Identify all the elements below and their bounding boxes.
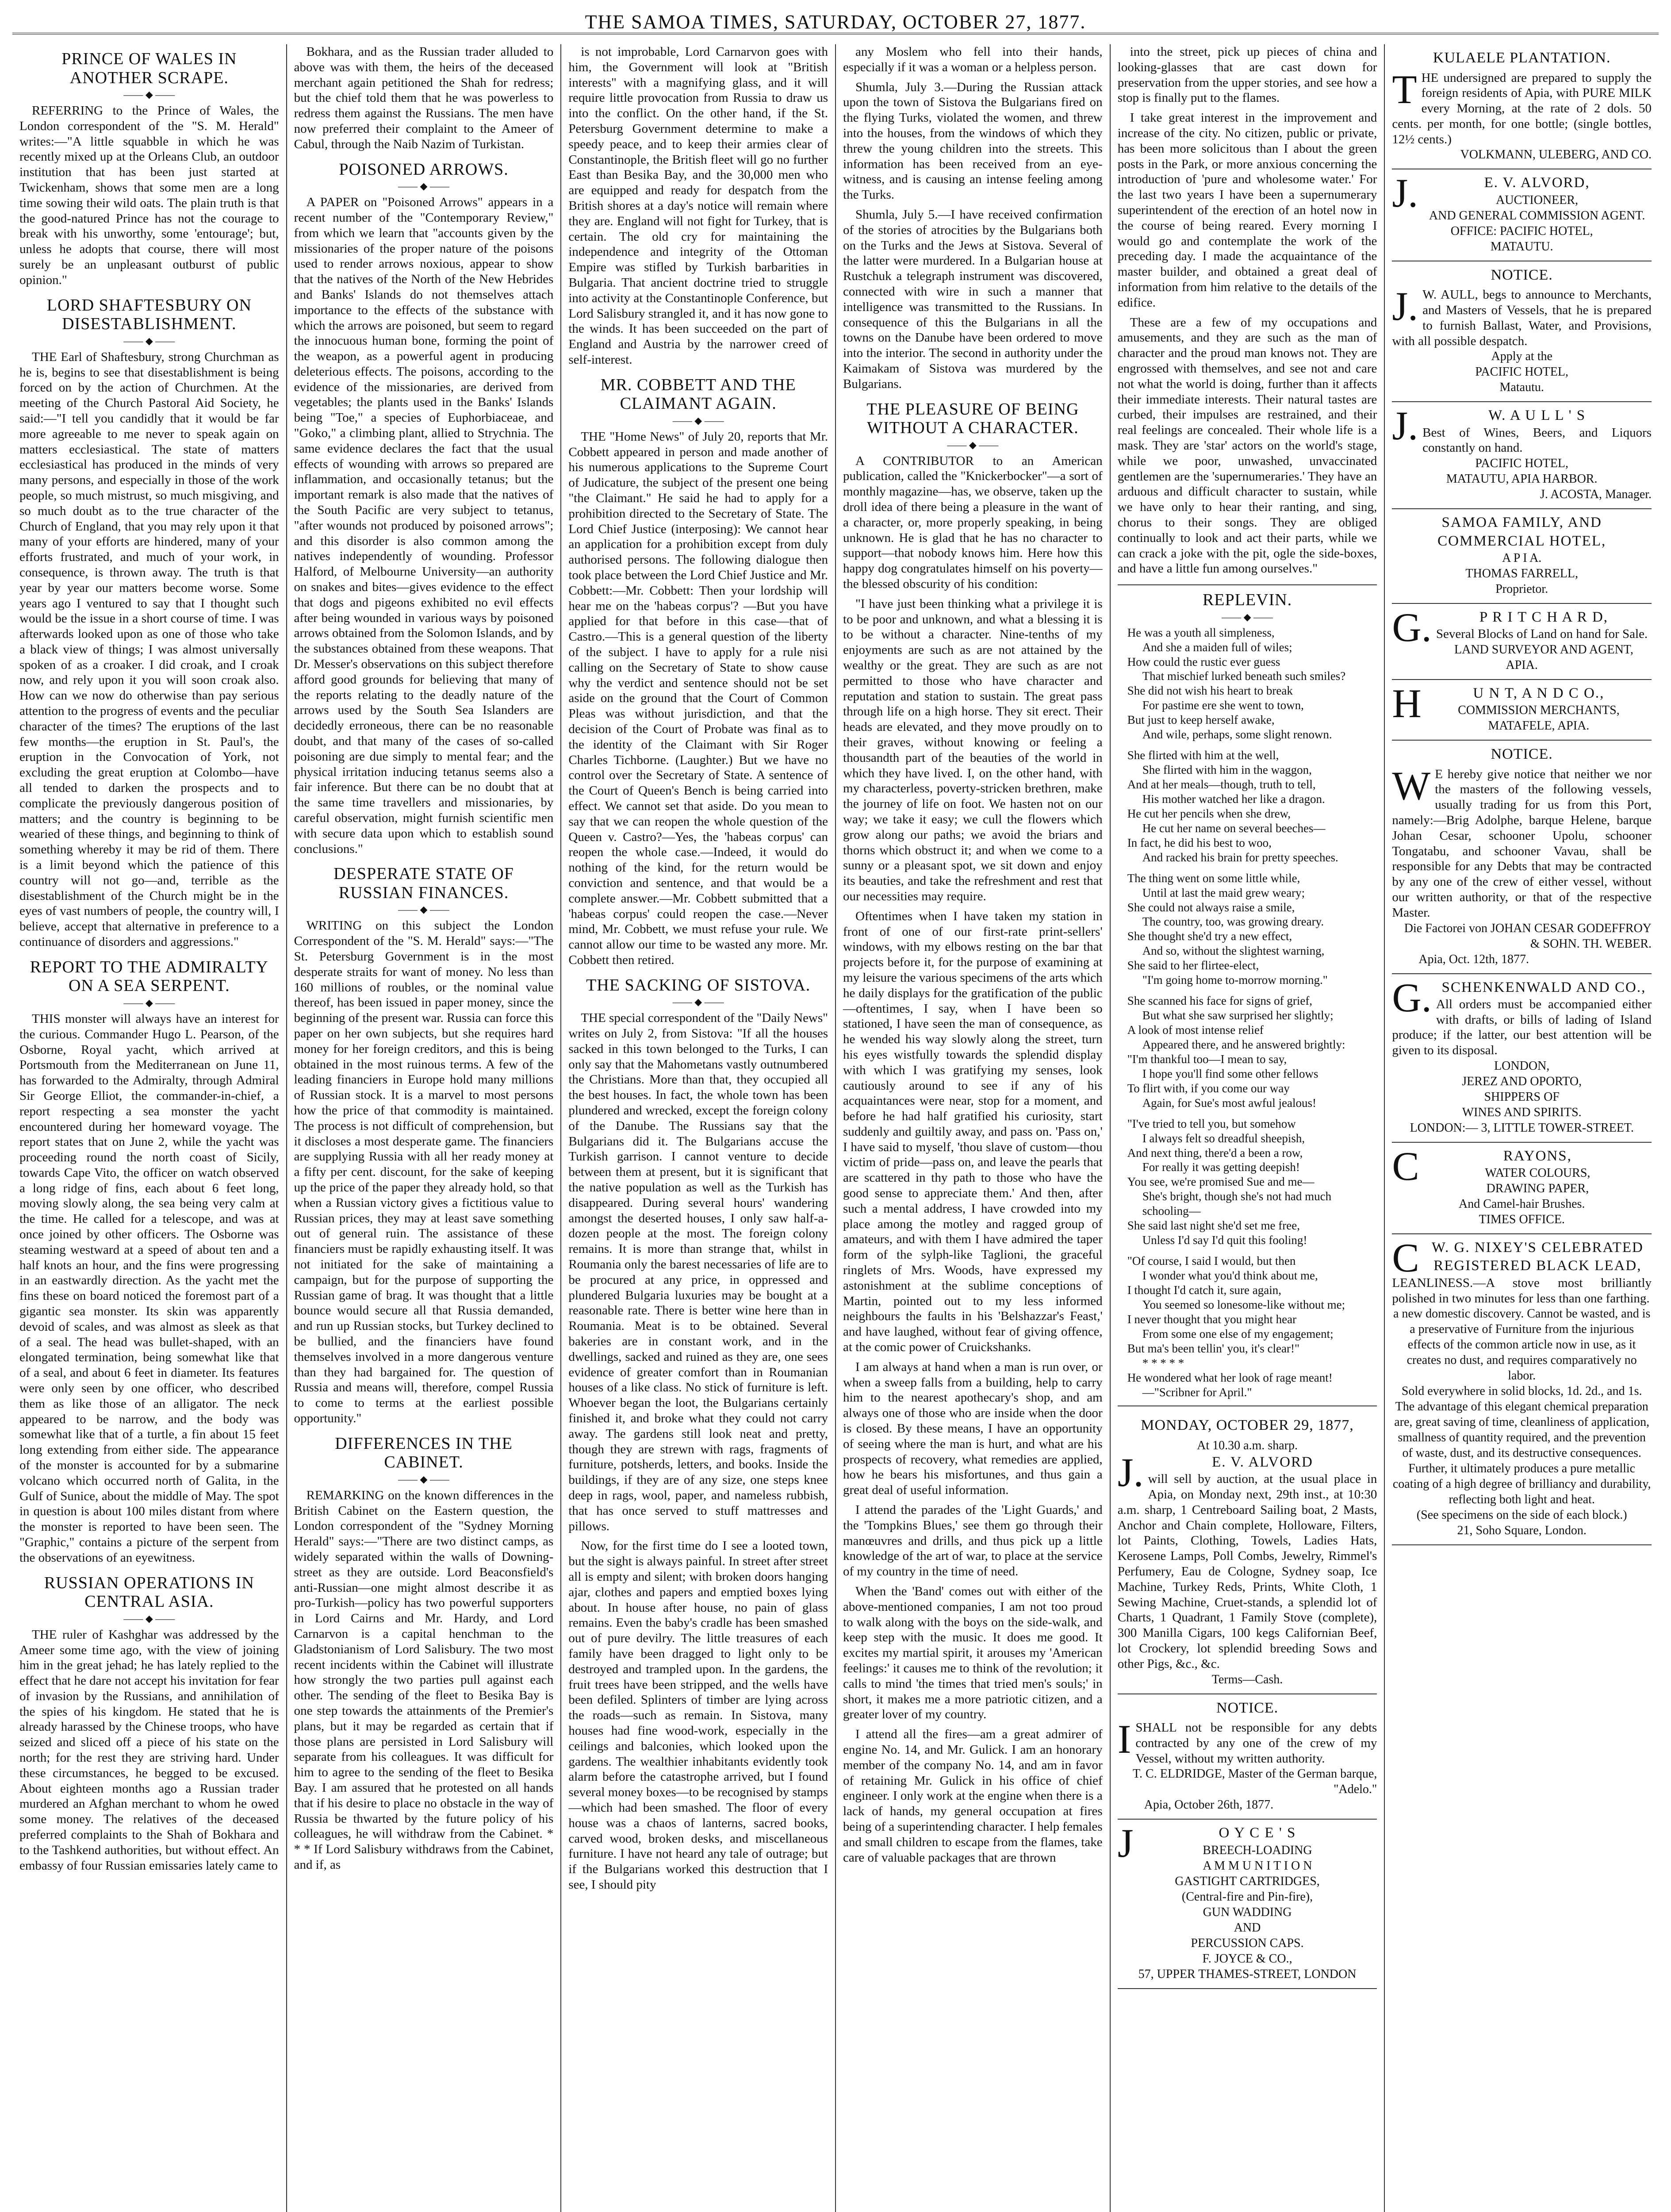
advertisement [1392, 974, 1652, 1143]
ad-line: AND GENERAL COMMISSION AGENT. [1429, 208, 1645, 223]
article [568, 976, 828, 1893]
article-paragraph: into the street, pick up pieces of china and looking-glasses that are cast down for preservation from the upper stories, and see how a stop is finally put to the flames. [1117, 45, 1377, 105]
article [19, 296, 279, 950]
article [1118, 44, 1377, 576]
article-body [294, 195, 554, 856]
ad-dropcap: G. [1392, 604, 1432, 650]
article-body [1118, 44, 1377, 576]
ad-dropcap: G. [1392, 975, 1432, 1020]
ad-content [1117, 1449, 1377, 1687]
poem-line: Until at last the maid grew weary; [1142, 886, 1305, 899]
article-paragraph: When the 'Band' comes out with either of the above-mentioned companies, I am not too proud to walk along with the boys on the side-walk, and keep step with the music. It does me good. It excites my martial spirit, it arouses my 'American feelings:' it causes me to think of the revolution; it calls to mind 'the times that tried men's souls;' in short, it makes me a more patriotic citizen, and a greater lover of my country. [843, 1584, 1103, 1722]
article-headline: LORD SHAFTESBURY ON DISESTABLISHMENT. [46, 296, 252, 334]
ad-content [1392, 604, 1652, 673]
poem-line: His mother watched her like a dragon. [1142, 792, 1325, 806]
poem-line: —"Scribner for April." [1142, 1385, 1252, 1399]
poem-stanza [1127, 1117, 1373, 1248]
advertisement [1392, 261, 1652, 403]
article-body [843, 453, 1103, 1866]
poem-line: A look of most intense relief [1127, 1023, 1264, 1037]
ad-dropcap: J. [1392, 284, 1418, 329]
article-body [294, 44, 554, 152]
ad-line: LONDON, [1494, 1059, 1550, 1073]
ad-heading: W. A U L L ' S [1488, 407, 1586, 424]
article-paragraph: THE "Home News" of July 20, reports that Mr. Cobbett appeared in person and made another of his numerous applications to the Supreme Court of Judicature, the subject of the present one being "the Claimant." He said he had to apply for a prohibition directed to the Secretary of State. The Lord Chief Justice (interposing): We cannot hear an application for a prohibition except from duly authorised persons. The following dialogue then took place between the Lord Chief Justice and Mr. Cobbett:—Mr. Cobbett: Then your lordship will hear me on the 'habeas corpus'? —But you have applied for that before in this case—that of Castro.—This is a general question of the liberty of the subject. I have to apply for a rule nisi calling on the Secretary of State to show cause why the verdict and sentence should not be set aside on the ground that the Court of Common Pleas was without jurisdiction, and that the decision of the Court of Probate was final as to the identity of the Claimant with Sir Roger Charles Tichborne. (Laughter.) But we have no control over the Secretary of State. A sentence of the Court of Queen's Bench is being carried into effect. We cannot set that aside. Do you mean to say that we can reopen the whole question of the Queen v. Castro?—Yes, the 'habeas corpus' can reopen the whole case.—Indeed, it would do nothing of the kind, for the return would be conviction and sentence, and that would be a complete answer.—Mr. Cobbett submitted that a 'habeas corpus' could reopen the case.—Never mind, Mr. Cobbett, we must refuse your rule. We cannot allow our time to be wasted any more. Mr. Cobbett then retired. [568, 429, 828, 967]
ad-line: The advantage of this elegant chemical preparation are, great saving of time, cleanliness of application, smallness of quantity required, and the prevention of waste, dust, and its destructive consequences. Further, it ultimately produces a pure metallic coating of a high degree of brilliancy and durability, reflecting both light and heat. [1392, 1400, 1651, 1507]
poem-line: He was a youth all simpleness, [1127, 626, 1275, 639]
article-paragraph: REFERRING to the Prince of Wales, the London correspondent of the "S. M. Herald" writes:—"A little squabble in which he was recently mixed up at the Orleans Club, an outdoor institution that has been just started at Twickenham, shows that some men are a long time sowing their wild oats. The plain truth is that the good-natured Prince has not the courage to break with his unworthy, some 'entourage'; but, unless he adopts that course, there will most surely be an unpleasant outburst of public opinion." [19, 104, 279, 287]
ad-title: NOTICE. [1491, 746, 1553, 763]
poem-line: * * * * * [1142, 1356, 1184, 1370]
poem-line: For really it was getting deepish! [1142, 1160, 1300, 1174]
ad-lines [1392, 1165, 1652, 1227]
poem [1127, 626, 1373, 1400]
poem-line: Unless I'd say I'd quit this fooling! [1142, 1233, 1307, 1247]
ad-line: TIMES OFFICE. [1479, 1213, 1565, 1227]
ad-heading: O Y C E ' S [1219, 1825, 1296, 1841]
column-6 [1385, 44, 1659, 2212]
ad-dropcap: H [1392, 680, 1422, 726]
ad-line: GUN WADDING [1203, 1905, 1292, 1919]
ad-title: NOTICE. [1216, 1699, 1279, 1716]
poem-line: For pastime ere she went to town, [1142, 699, 1304, 712]
ad-line: AND [1234, 1920, 1261, 1935]
advertisement [1392, 741, 1652, 974]
ad-content [1392, 284, 1652, 395]
article-headline: THE SACKING OF SISTOVA. [586, 975, 811, 995]
article-body [294, 1488, 554, 1873]
poem-line: How could the rustic ever guess [1127, 655, 1280, 668]
ad-line: a new domestic discovery. Cannot be wasted, and is a preservative of Furniture from the injurious effects of the common article now in use, as it creates no dust, and requires comparatively no labor. [1393, 1307, 1651, 1383]
ad-text: Several Blocks of Land on hand for Sale. [1436, 627, 1648, 641]
article [294, 1434, 554, 1873]
headline-rule [294, 1475, 554, 1483]
ad-content [1392, 403, 1652, 502]
ad-signature: Die Factorei von JOHAN CESAR GODEFFROY & SOHN. TH. WEBER. [1404, 921, 1652, 951]
article-paragraph: Shumla, July 5.—I have received confirmation of the stories of atrocities by the Bulgarians both on the Turks and the Jews at Sistova. Several of the latter were murdered. In a Bulgarian house at Rustchuk a telegraph instrument was discovered, connected with wire in such a manner that intelligence was transmitted to the Russians. In consequence of this the Bulgarians in all the towns on the Danube have been ordered to move into the interior. The second in authority under the Kaimakam of Sistova was murdered by the Bulgarians. [843, 207, 1103, 391]
ad-line: Proprietor. [1495, 582, 1548, 596]
article-headline: MR. COBBETT AND THE CLAIMANT AGAIN. [600, 375, 796, 413]
ad-lines [1392, 1306, 1652, 1538]
ad-text: Best of Wines, Beers, and Liquors constantly on hand. [1422, 425, 1652, 455]
poem-stanza [1127, 871, 1373, 988]
ad-heading: E. V. ALVORD [1212, 1454, 1313, 1470]
article-paragraph: "I have just been thinking what a privilege it is to be poor and unknown, and what a blessing it is to be without a character. Nine-tenths of my enjoyments are such as are not attained by the wealthy or the great. They are such as are not permitted to those who have character and reputation and station to sustain. The great pass through life on a high horse. They sit erect. Their heads are elevated, and they move proudly on to their graves, without knowing or feeling a thousandth part of the beauties of the world in which they have lived. I, on the other hand, with my characterless, poverty-stricken brethren, make the journey of life on foot. We hasten not on our way; we take it easy; we cull the flowers which grow along our paths; we avoid the briars and thorns which obstruct it; and when we come to a sunny or a pleasant spot, we sit down and enjoy its beauties, and take the refreshment and rest that our necessities may require. [843, 596, 1103, 903]
ad-content [1392, 680, 1652, 733]
poem-line: You see, we're promised Sue and me— [1127, 1175, 1315, 1189]
article-paragraph: THE ruler of Kashghar was addressed by the Ameer some time ago, with the view of joining him in the great jehad; he has lately replied to the effect that he dare not accept his invitation for fear of invasion by the Russians, and annihilation of the spies of his kingdom. He stated that he is already harassed by the Chinese troops, who have seized and sliced off a piece of his state on the north; for the rest they are striving hard. Under these circumstances, he begged to be excused. About eighteen months ago a Russian trader murdered an Afghan merchant to whom he owed some money. The relatives of the deceased preferred complaints to the Shah of Bokhara and to the Tashkend authorities, but without effect. An embassy of four Russian emissaries lately came to [19, 1627, 279, 1873]
article [19, 50, 279, 288]
article-body [19, 103, 279, 288]
poem-line: I always felt so dreadful sheepish, [1142, 1131, 1305, 1145]
ad-line: SHIPPERS OF [1484, 1090, 1560, 1104]
ad-content [1392, 66, 1652, 163]
article-paragraph: THE Earl of Shaftesbury, strong Churchman as he is, begins to see that disestablishment is being forced on by the action of Churchmen. At the meeting of the Church Pastoral Aid Society, he said:—"I tell you candidly that it would be far more agreeable to me never to speak again on matters ecclesiastical. The state of matters ecclesiastical has produced in the minds of very many persons, and especially in those of the work people, so much mistrust, so much misgiving, and so much doubt as to the true character of the Church of England, that you may rely upon it that many of your efforts are hindered, many of your efforts frustrated, and much of your work, in consequence, is thrown away. The truth is that year by year our matters become worse. Some years ago I ventured to say that I thought such would be the issue in a short course of time. I was afterwards looked upon as one of those who take a black view of things; I was almost universally spoken of as a croaker. I did croak, and I croak now, and rely upon it you will soon croak also. How can we now do otherwise than pay serious attention to the progress of events and the peculiar character of the times? The eruptions of the last few months—the eruption in St. Paul's, the eruption in the Convocation of York, not excluding the great eruption at Colombo—have all tended to darken the prospects and to complicate the previously dangerous position of matters; and the country is beginning to be wearied of these things, and beginning to think of something whereby it may be rid of them. There is a limit beyond which the patience of this country will not go—and, terrible as the disestablishment of the Church might be in the eyes of vast numbers of people, the country will, I believe, accept that alternative in preference to a continuance of disorders and aggressions." [19, 349, 279, 949]
article-paragraph: is not improbable, Lord Carnarvon goes with him, the Government will look at "British interests" with a magnifying glass, and it will require little provocation from Russia to draw us into the conflict. On the other hand, if the St. Petersburg Government determine to make a speedy peace, and to keep their armies clear of Constantinople, the British fleet will go no further East than Besika Bay, and the 30,000 men who are equipped and ready for despatch from the British shores at a day's notice will remain where they are. England will not fight for Turkey, that is certain. The old cry for maintaining the independence and integrity of the Ottoman Empire was stifled by Turkish barbarities in Bulgaria. That ancient doctrine tried to struggle into activity at the Constantinople Conference, but Lord Salisbury strangled it, and it has now gone to the winds. It has been succeeded on the part of England and Austria by the narrower creed of self-interest. [568, 45, 828, 367]
ad-line: AUCTIONEER, [1496, 193, 1579, 207]
ad-line: DRAWING PAPER, [1486, 1182, 1589, 1196]
ad-line: GASTIGHT CARTRIDGES, [1175, 1874, 1320, 1888]
poem-line: In fact, he did his best to woo, [1127, 836, 1272, 849]
poem-line: You seemed so lonesome-like without me; [1142, 1298, 1345, 1311]
column-5 [1111, 44, 1385, 2212]
headline-rule [568, 417, 828, 425]
ad-line: BREECH-LOADING [1203, 1843, 1312, 1857]
poem-line: She flirted with him at the well, [1127, 749, 1279, 762]
ad-heading: U N T, A N D C O., [1473, 685, 1605, 701]
article-paragraph: These are a few of my occupations and amusements, and they are such as the man of character and the proud man knows not. They are engrossed with themselves, and see not and care not what the world is doing, further than it affects their immediate interests. Their natural tastes are curbed, their impulses are restrained, and their real feelings are concealed. Their whole life is a mask. They are 'star' actors on the world's stage, while we poor, unwashed, unvaccinated gentlemen are the 'supernumeraries.' They have an arduous and difficult character to sustain, while we have only to hear their ranting, and sing, chorus to their songs. They are obliged continually to look and act their parts, while we can crack a joke with the pit, ogle the side-boxes, and have a little fun among ourselves." [1117, 315, 1377, 576]
ad-signature: J. ACOSTA, Manager. [1540, 488, 1652, 502]
ad-lines [1392, 456, 1652, 487]
advertisement [1118, 1694, 1377, 1820]
ad-dropcap: J. [1392, 403, 1418, 449]
ad-text: All orders must be accompanied either with drafts, or bills of lading of Island produce; if the latter, our best attention will be given to its disposal. [1392, 997, 1652, 1058]
ad-signature: T. C. ELDRIDGE, Master of the German barque, "Adelo." [1133, 1767, 1377, 1797]
advertisement [1392, 509, 1652, 604]
article-headline: RUSSIAN OPERATIONS IN CENTRAL ASIA. [44, 1573, 254, 1611]
poem-stanza [1127, 994, 1373, 1110]
ad-heading: SCHENKENWALD AND CO., [1441, 979, 1646, 995]
poem-line: "I'm thankful too—I mean to say, [1127, 1052, 1287, 1066]
ad-line: (Central-fire and Pin-fire), [1181, 1889, 1313, 1904]
poem-line: The thing went on some little while, [1127, 871, 1300, 885]
poem-line: She thought she'd try a new effect, [1127, 929, 1292, 943]
ad-date: Apia, Oct. 12th, 1877. [1418, 952, 1529, 966]
separator-rule [1118, 584, 1377, 585]
ad-line: PACIFIC HOTEL, [1475, 457, 1568, 471]
article-body [568, 429, 828, 968]
ad-lines [1392, 192, 1652, 254]
ad-dropcap: J. [1117, 1449, 1144, 1495]
ad-line: WINES AND SPIRITS. [1462, 1105, 1582, 1119]
advertisement [1118, 1412, 1377, 1694]
column-4 [836, 44, 1111, 2212]
article-paragraph: REMARKING on the known differences in the British Cabinet on the Eastern question, the London correspondent of the "Sydney Morning Herald" says:—"There are two distinct camps, as widely separated within the walls of Downing-street as they are outside. Lord Beaconsfield's anti-Russian—one might almost describe it as pro-Turkish—policy has two powerful supporters in Lord Cairns and Mr. Hardy, and Lord Carnarvon is a capital henchman to the Gladstonianism of Lord Salisbury. The two most recent incidents within the Cabinet will illustrate how strongly the two parties pull against each other. The sending of the fleet to Besika Bay is one step towards the attainments of the Premier's plans, but it may be regarded as certain that if those plans are persisted in Lord Salisbury will separate from his colleagues. It was difficult for him to agree to the sending of the fleet to Besika Bay. I am assured that he protested on all hands that if his desire to place no obstacle in the way of Russia be thwarted by the future policy of his colleagues, he will withdraw from the Cabinet. * * * If Lord Salisbury withdraws from the Cabinet, and if, as [294, 1488, 554, 1872]
advertisement [1392, 1143, 1652, 1234]
poem-line: But what she saw surprised her slightly; [1142, 1009, 1334, 1022]
poem-line: I thought I'd catch it, sure again, [1127, 1283, 1281, 1297]
article-body [568, 44, 828, 368]
ad-line: COMMISSION MERCHANTS, [1458, 703, 1620, 718]
article-paragraph: WRITING on this subject the London Correspondent of the "S. M. Herald" says:—"The St. Petersburg Government is in the most desperate straits for want of money. No less than 160 millions of roubles, or the nominal value thereof, has been issued in paper money, since the beginning of the present war. Russia can force this paper on her own subjects, but she requires hard money for her foreign creditors, and this is being obtained in the most ruinous terms. A few of the leading financiers in Europe hold many millions of Russian stock. It is a marvel to most persons how the price of that commodity is maintained. The process is not difficult of comprehension, but it discloses a most desperate game. The financiers are supplying Russia with all her ready money at a fifty per cent. discount, for the sake of keeping up the price of the paper they already hold, so that when a Russian victory gives a fictitious value to Russian prices, they may at least save something out of general ruin. The assistance of these financiers must be rapidly exhausting itself. It was not initiated for the sake of maintaining a campaign, but for the purpose of supporting the Russian game of brag. It was thought that a little bounce would secure all that Russia demanded, and run up Russian stocks, but Turkey declined to be bullied, and the financiers have found themselves involved in a more dangerous venture than they had bargained for. The question of Russia and means will, therefore, compel Russia to come to terms at the earliest possible opportunity." [294, 918, 554, 1425]
poem-line: "I've tried to tell you, but somehow [1127, 1117, 1296, 1130]
ad-content [1117, 1717, 1377, 1813]
ad-footer: Terms—Cash. [1211, 1672, 1283, 1686]
ad-title: NOTICE. [1491, 266, 1553, 283]
ad-text: E hereby give notice that neither we nor the masters of the following vessels, usually trading for us from this Port, namely:—Brig Adolphe, barque Helene, barque Johan Cesar, schooner Upolu, schooner Tongatabu, and schooner Vavau, shall be responsible for any Debts that may be contracted by any one of the crew of either vessel, without our written authority, or that of the respective Master. [1392, 767, 1652, 920]
article [19, 958, 279, 1566]
poem-line: The country, too, was growing dreary. [1142, 915, 1324, 929]
article-paragraph: Oftentimes when I have taken my station in front of one of our first-rate print-sellers' windows, with my elbows resting on the bar that projects before it, for the purpose of examining at my leisure the various specimens of the arts which he daily displays for the gratification of the public—oftentimes, I say, when I have been so stationed, I have seen the man of consequence, as he wended his way slowly along the street, turn his eyes wistfully towards the splendid display with which I was gratifying my senses, look cautiously around to see if any of his acquaintances were near, stop for a moment, and before he had half gratified his curiosity, start suddenly and guiltily away, and pass on. 'Pass on,' I have said to myself, 'thou slave of custom—thou victim of pride—pass on, and leave the pearls that are scattered in thy path to those who have the good sense to appreciate them.' And then, after such a mental address, I have crowded into my place among the motley and ragged group of amateurs, and with them I have admired the taper form of the sylph-like Taglioni, the graceful ringlets of Mrs. Woods, have expressed my astonishment at the sublime conceptions of Martin, pointed out to my less informed neighbours the faults in his 'Belshazzar's Feast,' and have laughed, without fear of giving offence, at the comic power of Cruickshanks. [843, 909, 1103, 1355]
article-paragraph: I attend all the fires—am a great admirer of engine No. 14, and Mr. Gulick. I am an honorary member of the company No. 14, and am in favor of retaining Mr. Gulick in his office of chief engineer. I only work at the engine when there is a lack of hands, my general occupation at fires being of a superintending character. I help females and small children to escape from the flames, take care of valuable packages that are thrown [843, 1727, 1103, 1865]
article-paragraph: I am always at hand when a man is run over, or when a sweep falls from a building, help to carry him to the nearest apothecary's shop, and am always one of those who are inside when the door is closed. By these means, I have an opportunity of seeing where the man is hurt, and what are his prospects of recovery, what remedies are applied, how he bears his misfortunes, and thus gain a great deal of useful information. [843, 1359, 1103, 1498]
poem-line: She said to her flirtee-elect, [1127, 959, 1259, 972]
ad-line: WATER COLOURS, [1485, 1166, 1591, 1180]
ad-dropcap: T [1392, 66, 1417, 112]
poem-line: He wondered what her look of rage meant! [1127, 1371, 1333, 1384]
ad-text: SHALL not be responsible for any debts contracted by any one of the crew of my Vessel, without my written authority. [1135, 1720, 1377, 1766]
poem-line: I hope you'll find some other fellows [1142, 1067, 1318, 1080]
ad-dropcap: W [1392, 763, 1431, 808]
headline-rule [19, 1615, 279, 1623]
headline-rule [19, 999, 279, 1007]
article-paragraph: THE special correspondent of the "Daily News" writes on July 2, from Sistova: "If all the houses sacked in this town belonged to the Turks, I can only say that the Mahometans vastly outnumbered the Christians. More than that, they occupied all the best houses. In fact, the whole town has been plundered and wrecked, except the foreign colony of the Danube. The Russians say that the Bulgarians did it. The Bulgarians accuse the Turkish garrison. I cannot venture to decide between them at present, but it is significant that the native population as well as the Turkish has disappeared. During several hours' wandering amongst the deserted houses, I only saw half-a-dozen people at the most. The foreign colony remains. It is more than strange that, whilst in Roumania only the barest necessaries of life are to be procured at any price, in oppressed and plundered Bulgaria luxuries may be bought at a reasonable rate. There is better wine here than in Roumania. Meat is to be obtained. Several bakeries are in constant work, and in the dwellings, sacked and ruined as they are, one sees evidence of greater comfort than in Roumanian houses of a like class. No stick of furniture is left. Whoever began the loot, the Bulgarians certainly finished it, and broke what they could not carry away. The gardens still look neat and pretty, though they are strewn with rags, fragments of furniture, potsherds, letters, and books. Inside the buildings, if they are of any size, one steps knee deep in rags, wool, paper, and nameless rubbish, that has once served to stuff mattresses and pillows. [568, 1011, 828, 1533]
article [294, 864, 554, 1426]
article-headline: THE PLEASURE OF BEING WITHOUT A CHARACTER. [866, 399, 1079, 438]
poem-line: And wile, perhaps, some slight renown. [1142, 728, 1332, 741]
article [843, 44, 1103, 392]
advertisement [1118, 1820, 1377, 1989]
poem-line: From some one else of my engagement; [1142, 1327, 1334, 1340]
poem-line: She did not wish his heart to break [1127, 684, 1293, 698]
ad-dropcap: I [1117, 1717, 1131, 1762]
ad-line: F. JOYCE & CO., [1202, 1951, 1292, 1966]
headline-rule [294, 182, 554, 190]
ad-signature: VOLKMANN, ULEBERG, AND CO. [1460, 148, 1652, 162]
ad-line: OFFICE: PACIFIC HOTEL, [1450, 224, 1593, 238]
masthead: THE SAMOA TIMES, SATURDAY, OCTOBER 27, 1877. [12, 7, 1659, 35]
ad-line: MATAUTU, APIA HARBOR. [1446, 472, 1598, 486]
ad-text: HE undersigned are prepared to supply the foreign residents of Apia, with PURE MILK every Morning, at the rate of 2 dols. 50 cents. per month, for one bottle; (single bottles, 12½ cents.) [1392, 70, 1652, 146]
ad-line: THOMAS FARRELL, [1465, 566, 1578, 580]
ad-line: PERCUSSION CAPS. [1191, 1936, 1304, 1950]
article-body [19, 349, 279, 950]
poem-line: "Of course, I said I would, but then [1127, 1254, 1296, 1268]
poem-line: And so, without the slightest warning, [1142, 944, 1325, 958]
ad-line: (See specimens on the side of each block.) [1416, 1508, 1627, 1522]
article-paragraph: any Moslem who fell into their hands, especially if it was a woman or a helpless person. [843, 45, 1103, 74]
ad-subtitle: At 10.30 a.m. sharp. [1197, 1438, 1298, 1452]
poem-line: She could not always raise a smile, [1127, 900, 1295, 914]
poem-title: REPLEVIN. [1202, 591, 1292, 610]
article-paragraph: Shumla, July 3.—During the Russian attack upon the town of Sistova the Bulgarians fired on the flying Turks, violated the women, and threw into the houses, from the windows of which they threw the young children into the streets. This information has been received from an eye-witness, and is causing an intense feeling among the Turks. [843, 80, 1103, 202]
article-paragraph: THIS monster will always have an interest for the curious. Commander Hugo L. Pearson, of the Osborne, Royal yacht, which arrived at Portsmouth from the Mediterranean on June 11, has forwarded to the Admiralty, through Admiral Sir George Elliot, the commander-in-chief, a report respecting a sea monster the yacht encountered during her homeward voyage. The report states that on June 2, while the yacht was proceeding round the north coast of Sicily, towards Cape Vito, the officer on watch observed a long ridge of fins, each about 6 feet long, moving slowly along, the sea being very calm at the time. He called for a telescope, and was at once joined by other officers. The Osborne was steaming westward at a speed of about ten and a half knots an hour, and the fins were progressing in an eastwardly direction. As the yacht met the fins these on board noticed the foremost part of a gigantic sea monster. Its skin was apparently devoid of scales, and was almost as sleek as that of a seal. The head was bullet-shaped, with an elongated termination, being somewhat like that of a seal, and about 6 feet in diameter. Its features were only seen by one officer, who described them as like those of an alligator. The neck appeared to be narrow, and the body was somewhat like that of a turtle, a fin about 15 feet long extending from either side. The appearance of the monster is accounted for by a submarine volcano which occurred north of Galita, in the Gulf of Sunice, about the middle of May. The spot in question is about 100 miles distant from where the monster is reported to have been seen. The "Graphic," contains a picture of the serpent from the observations of an eyewitness. [19, 1011, 279, 1565]
article-body [19, 1627, 279, 1874]
columns-container [12, 44, 1659, 2212]
ad-line: Matautu. [1499, 380, 1544, 395]
poem-line: He cut her pencils when she drew, [1127, 806, 1291, 820]
article-paragraph: Bokhara, and as the Russian trader alluded to above was with them, the heirs of the deceased merchant again petitioned the Shah for redress; but the chief told them that he was powerless to redress them against the Russians. The men have now preferred their complaint to the Ameer of Cabul, through the Naib Nazim of Turkistan. [294, 45, 554, 151]
advertisement [1392, 402, 1652, 509]
ad-line: MATAUTU. [1490, 239, 1553, 253]
ad-heading: W. G. NIXEY'S CELEBRATED REGISTERED BLACK LEAD, [1431, 1240, 1644, 1274]
ad-text: will sell by auction, at the usual place in Apia, on Monday next, 29th inst., at 10:30 a.m. sharp, 1 Centreboard Sailing boat, 2 Masts, Anchor and Chain complete, Holloware, Filters, lot Paints, Clothing, Towels, Ladies Hats, Kerosene Lamps, Poll Combs, Jewelry, Rimmel's Perfumery, Eau de Cologne, Sydney soap, Ice Machine, Turkey Reds, Prints, White Cloth, 1 Sewing Machine, Cruet-stands, a splendid lot of Charts, 1 Quadrant, 1 Family Stove (complete), 300 Manilla Cigars, 100 kegs Californian Beef, lot Crockery, lot splendid breeding Sows and other Pigs, &c., &c. [1117, 1472, 1377, 1671]
article-paragraph: Now, for the first time do I see a looted town, but the sight is always painful. In street after street all is empty and silent; with broken doors hanging ajar, clothes and papers and emptied boxes lying about. In house after house, no pain of glass remains. Even the baby's cradle has been smashed out of pure devilry. The little treasures of each family have been dragged to light only to be destroyed and trampled upon. In the gardens, the fruit trees have been stripped, and the wells have been defiled. Splinters of timber are lying across the roads—such as remain. In Sistova, many houses had fine wood-work, especially in the ceilings and balconies, which looked upon the gardens. The wealthier inhabitants evidently took alarm before the catastrophe arrived, but I found several money boxes—to be recognised by stamps—which had been smashed. The floor of every house was a chaos of lanterns, sacred books, carved wood, broken desks, and miscellaneous furniture. I have not heard any tale of outrage; but if the Bulgarians worked this destruction that I see, I should pity [568, 1539, 828, 1892]
article-headline: PRINCE OF WALES IN ANOTHER SCRAPE. [61, 50, 237, 87]
article-headline: DIFFERENCES IN THE CABINET. [335, 1434, 513, 1472]
poem-stanza [1127, 626, 1373, 742]
ad-title: KULAELE PLANTATION. [1433, 50, 1611, 66]
column-3 [561, 44, 836, 2212]
article [568, 376, 828, 968]
poem-line: Appeared there, and he answered brightly: [1142, 1037, 1345, 1051]
ad-line: 57, UPPER THAMES-STREET, LONDON [1138, 1967, 1357, 1981]
poem-line: She flirted with him in the waggon, [1142, 763, 1312, 777]
ad-heading: P R I T C H A R D, [1479, 609, 1609, 625]
article [294, 44, 554, 152]
ad-content [1392, 763, 1652, 967]
advertisement [1392, 1234, 1652, 1545]
article [19, 1574, 279, 1874]
article-body [568, 1010, 828, 1892]
poem-line: And racked his brain for pretty speeches. [1142, 850, 1338, 864]
poem-line: She's bright, though she's not had much schooling— [1142, 1190, 1332, 1218]
advertisement [1392, 680, 1652, 741]
ad-line: A P I A. [1502, 551, 1542, 565]
ad-lines [1118, 1843, 1377, 1982]
ad-title: MONDAY, OCTOBER 29, 1877, [1141, 1417, 1354, 1434]
article [843, 400, 1103, 1866]
ad-line: LAND SURVEYOR AND AGENT, [1454, 642, 1633, 657]
ad-lines [1392, 550, 1652, 597]
headline-rule [19, 91, 279, 99]
ad-line: PACIFIC HOTEL, [1475, 365, 1568, 379]
headline-rule [568, 998, 828, 1006]
advertisement [1392, 604, 1652, 680]
poem-line: That mischief lurked beneath such smiles? [1142, 669, 1346, 683]
article-headline: REPORT TO THE ADMIRALTY ON A SEA SERPENT. [30, 957, 268, 995]
ad-heading: SAMOA FAMILY, AND COMMERCIAL HOTEL, [1437, 515, 1606, 549]
poem-line: And she a maiden full of wiles; [1142, 640, 1292, 654]
ad-dropcap: C [1392, 1143, 1419, 1189]
article-paragraph: I take great interest in the improvement and increase of the city. No citizen, public or private, has been more solicitous than I about the green posts in the Park, or more anxious concerning the introduction of 'pure and wholesome water.' For the last two years I have been a supernumerary superintendent of the erection of an hotel now in the course of being reared. Every morning I would go and contemplate the work of the preceding day. I made the acquaintance of the master builder, and obtained a great deal of information from him relative to the details of the edifice. [1117, 111, 1377, 310]
ad-line: MATAFELE, APIA. [1488, 719, 1590, 733]
headline-rule [1118, 613, 1377, 621]
ad-line: Apply at the [1491, 349, 1552, 364]
headline-rule [294, 906, 554, 914]
ad-content [1392, 170, 1652, 254]
column-2 [287, 44, 562, 2212]
poem-line: I never thought that you might hear [1127, 1312, 1297, 1326]
poem-line: To flirt with, if you come our way [1127, 1081, 1290, 1095]
poem-line: She scanned his face for signs of grief, [1127, 994, 1313, 1008]
poem-line: And next thing, there'd a been a row, [1127, 1146, 1303, 1160]
advertisement [1392, 169, 1652, 261]
poem-line: I wonder what you'd think about me, [1142, 1269, 1318, 1283]
ad-text: LEANLINESS.—A stove most brilliantly polished in two minutes for less than one farthing. [1392, 1275, 1652, 1306]
ad-lines [1392, 1058, 1652, 1120]
ad-footer: LONDON:— 3, LITTLE TOWER-STREET. [1410, 1121, 1634, 1135]
poem-line: But just to keep herself awake, [1127, 713, 1275, 727]
ad-heading: E. V. ALVORD, [1484, 175, 1590, 191]
ad-line: 21, Soho Square, London. [1457, 1524, 1587, 1538]
ad-content [1117, 1820, 1377, 1982]
headline-rule [843, 441, 1103, 449]
article-paragraph: A CONTRIBUTOR to an American publication, called the "Knickerbocker"—a sort of monthly magazine—has, we observe, taken up the droll idea of there being a pleasure in the want of a character, or, more properly speaking, in being unknown. He is glad that he has no character to support—that nobody knows him. Here how this happy dog congratulates himself on his poverty—the blessed obscurity of his condition: [843, 453, 1103, 591]
poem-line: And at her meals—though, truth to tell, [1127, 778, 1316, 791]
ad-lines [1392, 349, 1652, 395]
ad-line: Sold everywhere in solid blocks, 1d. 2d., and 1s. [1401, 1384, 1642, 1398]
ad-content [1392, 514, 1652, 597]
ad-date: Apia, October 26th, 1877. [1144, 1798, 1274, 1812]
ad-content [1392, 1143, 1652, 1227]
ad-line: APIA. [1506, 658, 1538, 672]
ad-heading: RAYONS, [1503, 1148, 1572, 1164]
ad-line: And Camel-hair Brushes. [1459, 1197, 1585, 1211]
ad-content [1392, 975, 1652, 1136]
poem-stanza [1127, 1254, 1373, 1399]
poem-line: Again, for Sue's most awful jealous! [1142, 1096, 1316, 1110]
ad-text: W. AULL, begs to announce to Merchants, and Masters of Vessels, that he is prepared to furnish Ballast, Water, and Provisions, with all possible despatch. [1392, 288, 1652, 348]
article-body [843, 44, 1103, 392]
ad-dropcap: J. [1392, 170, 1418, 216]
ad-dropcap: C [1392, 1235, 1419, 1281]
article [294, 160, 554, 857]
column-1 [12, 44, 287, 2212]
ad-dropcap: J [1117, 1820, 1134, 1866]
poem-stanza [1127, 748, 1373, 865]
article-body [294, 918, 554, 1426]
article-headline: DESPERATE STATE OF RUSSIAN FINANCES. [333, 864, 514, 902]
article-headline: POISONED ARROWS. [339, 160, 509, 179]
ad-line: A M M U N I T I O N [1203, 1859, 1312, 1873]
ad-content [1392, 1235, 1652, 1538]
poem-line: But ma's been tellin' you, it's clear!" [1127, 1341, 1299, 1355]
article-paragraph: A PAPER on "Poisoned Arrows" appears in a recent number of the "Contemporary Review," from which we learn that "accounts given by the missionaries of the proper nature of the poisons used to render arrows noxious, appear to show that the natives of the North of the New Hebrides and Banks' Islands do not themselves attach importance to the effects of the substance with which the arrows are poisoned, but seem to regard the innocuous human bone, forming the point of the weapon, as a powerful agent in producing deleterious effects. The poisons, according to the evidence of the missionaries, are derived from vegetables; the plants used in the Banks' Islands being "Toe," a species of Euphorbiaceae, and "Goko," a climbing plant, allied to Strychnia. The same evidence declares the fact that the usual effects of wounding with arrows so prepared are inflammation, and occasionally tetanus; but the important remark is also made that the natives of the South Pacific are very subject to tetanus, "after wounds not produced by poisoned arrows"; and this disorder is also common among the natives independently of wounding. Professor Halford, of Melbourne University—an authority on snakes and bites—gives evidence to the effect that dogs and pigeons exhibited no evil effects after being wounded in various ways by poisoned arrows obtained from the Solomon Islands, and by the substances obtained from these weapons. That Dr. Messer's observations on this subject therefore afford good grounds for believing that many of the reports relating to the deadly nature of the arrows used by the South Sea Islanders are decidedly erroneous, there can be no reasonable doubt, and that many of the cases of so-called poisoning are due simply to mental fear; and the physical irritation inducing tetanus seems also a fair inference. But there can be no doubt that at the same time travellers and missionaries, by careful observation, might furnish scientific men with secure data upon which to establish sound conclusions." [294, 195, 554, 856]
poem-line: She said last night she'd set me free, [1127, 1219, 1300, 1233]
article-paragraph: I attend the parades of the 'Light Guards,' and the 'Tompkins Blues,' see them go through their manœuvres and drills, and thus pick up a little knowledge of the art of war, to place at the service of my country in the time of need. [843, 1503, 1103, 1579]
poem-line: He cut her name on several beeches— [1142, 821, 1326, 835]
ad-lines [1392, 703, 1652, 733]
poem-line: "I'm going home to-morrow morning." [1142, 973, 1328, 987]
advertisement [1392, 44, 1652, 169]
article [568, 44, 828, 368]
ad-line: JEREZ AND OPORTO, [1462, 1074, 1582, 1088]
article-body [19, 1011, 279, 1566]
headline-rule [19, 337, 279, 345]
